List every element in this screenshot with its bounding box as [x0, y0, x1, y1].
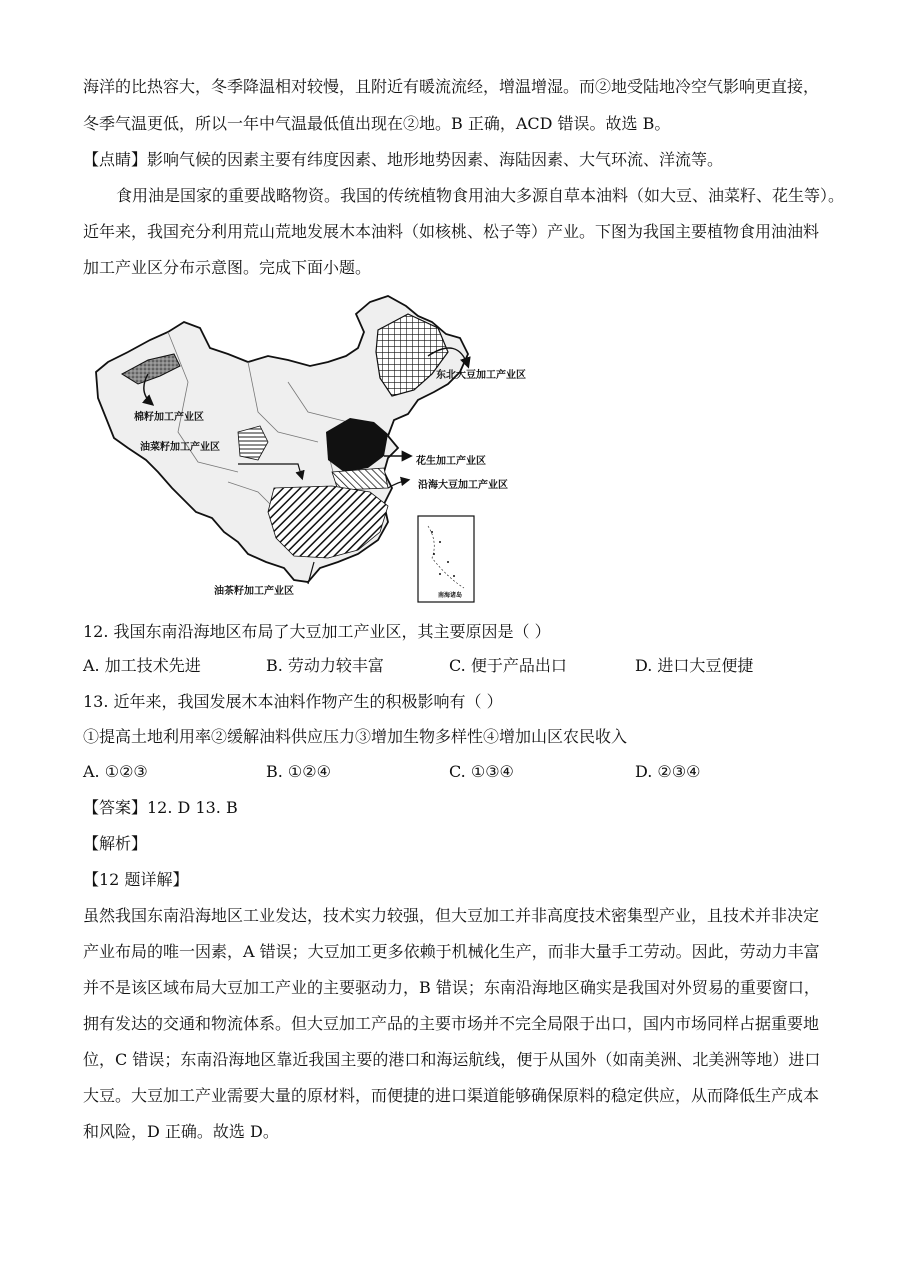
- label-cotton: 棉籽加工产业区: [134, 412, 204, 423]
- analysis-heading: 【解析】: [83, 834, 148, 853]
- label-northeast-soybean: 东北大豆加工产业区: [436, 370, 526, 381]
- q12-stem: 12. 我国东南沿海地区布局了大豆加工产业区，其主要原因是（ ）: [83, 622, 551, 641]
- detail-line-7: 和风险，D 正确。故选 D。: [83, 1122, 279, 1141]
- oil-processing-map: [88, 292, 570, 606]
- detail-line-3: 并不是该区域布局大豆加工产业的主要驱动力，B 错误；东南沿海地区确实是我国对外贸易的重要窗口，: [83, 978, 820, 997]
- south-china-sea-inset: [418, 516, 474, 602]
- detail-line-5: 位，C 错误；东南沿海地区靠近我国主要的港口和海运航线，便于从国外（如南美洲、北美洲等地）进口: [83, 1050, 821, 1069]
- label-peanut: 花生加工产业区: [416, 456, 486, 467]
- passage-line-3: 加工产业区分布示意图。完成下面小题。: [83, 258, 372, 277]
- q12-option-d: D. 进口大豆便捷: [635, 656, 754, 675]
- detail-line-2: 产业布局的唯一因素，A 错误；大豆加工更多依赖于机械化生产，而非大量手工劳动。因此，劳动力丰富: [83, 942, 820, 961]
- coastal-soybean-region: [332, 468, 388, 490]
- dianjing-note: 【点睛】影响气候的因素主要有纬度因素、地形地势因素、海陆因素、大气环流、洋流等。: [83, 150, 724, 169]
- q13-option-a: A. ①②③: [83, 762, 148, 781]
- answer-line: 【答案】12. D 13. B: [83, 798, 238, 817]
- q12-option-c: C. 便于产品出口: [449, 656, 567, 675]
- q13-option-b: B. ①②④: [266, 762, 331, 781]
- q12-option-b: B. 劳动力较丰富: [266, 656, 384, 675]
- label-inset: 南海诸岛: [438, 592, 463, 599]
- q13-items: ①提高土地利用率②缓解油料供应压力③增加生物多样性④增加山区农民收入: [83, 727, 628, 746]
- q12-option-a: A. 加工技术先进: [83, 656, 201, 675]
- detail-heading: 【12 题详解】: [83, 870, 189, 889]
- q13-stem: 13. 近年来，我国发展木本油料作物产生的积极影响有（ ）: [83, 692, 503, 711]
- camellia-region: [268, 486, 388, 558]
- detail-line-4: 拥有发达的交通和物流体系。但大豆加工产品的主要市场并不完全局限于出口，国内市场同样占据重要地: [83, 1014, 820, 1033]
- intro-line-2: 冬季气温更低，所以一年中气温最低值出现在②地。B 正确，ACD 错误。故选 B。: [83, 114, 671, 133]
- passage-line-2: 近年来，我国充分利用荒山荒地发展木本油料（如核桃、松子等）产业。下图为我国主要植物食用油油料: [83, 222, 820, 241]
- label-rapeseed: 油菜籽加工产业区: [140, 442, 220, 453]
- intro-line-1: 海洋的比热容大，冬季降温相对较慢，且附近有暖流流经，增温增湿。而②地受陆地冷空气影响更直接，: [83, 77, 820, 96]
- detail-line-6: 大豆。大豆加工产业需要大量的原材料，而便捷的进口渠道能够确保原料的稳定供应，从而降低生产成本: [83, 1086, 820, 1105]
- passage-line-1: 食用油是国家的重要战略物资。我国的传统植物食用油大多源自草本油料（如大豆、油菜籽、花生等）。: [116, 186, 845, 205]
- q13-option-d: D. ②③④: [635, 762, 701, 781]
- label-coastal-soybean: 沿海大豆加工产业区: [418, 480, 508, 491]
- q13-option-c: C. ①③④: [449, 762, 514, 781]
- detail-line-1: 虽然我国东南沿海地区工业发达，技术实力较强，但大豆加工并非高度技术密集型产业，且技术并非决定: [83, 906, 820, 925]
- label-camellia: 油茶籽加工产业区: [214, 586, 294, 597]
